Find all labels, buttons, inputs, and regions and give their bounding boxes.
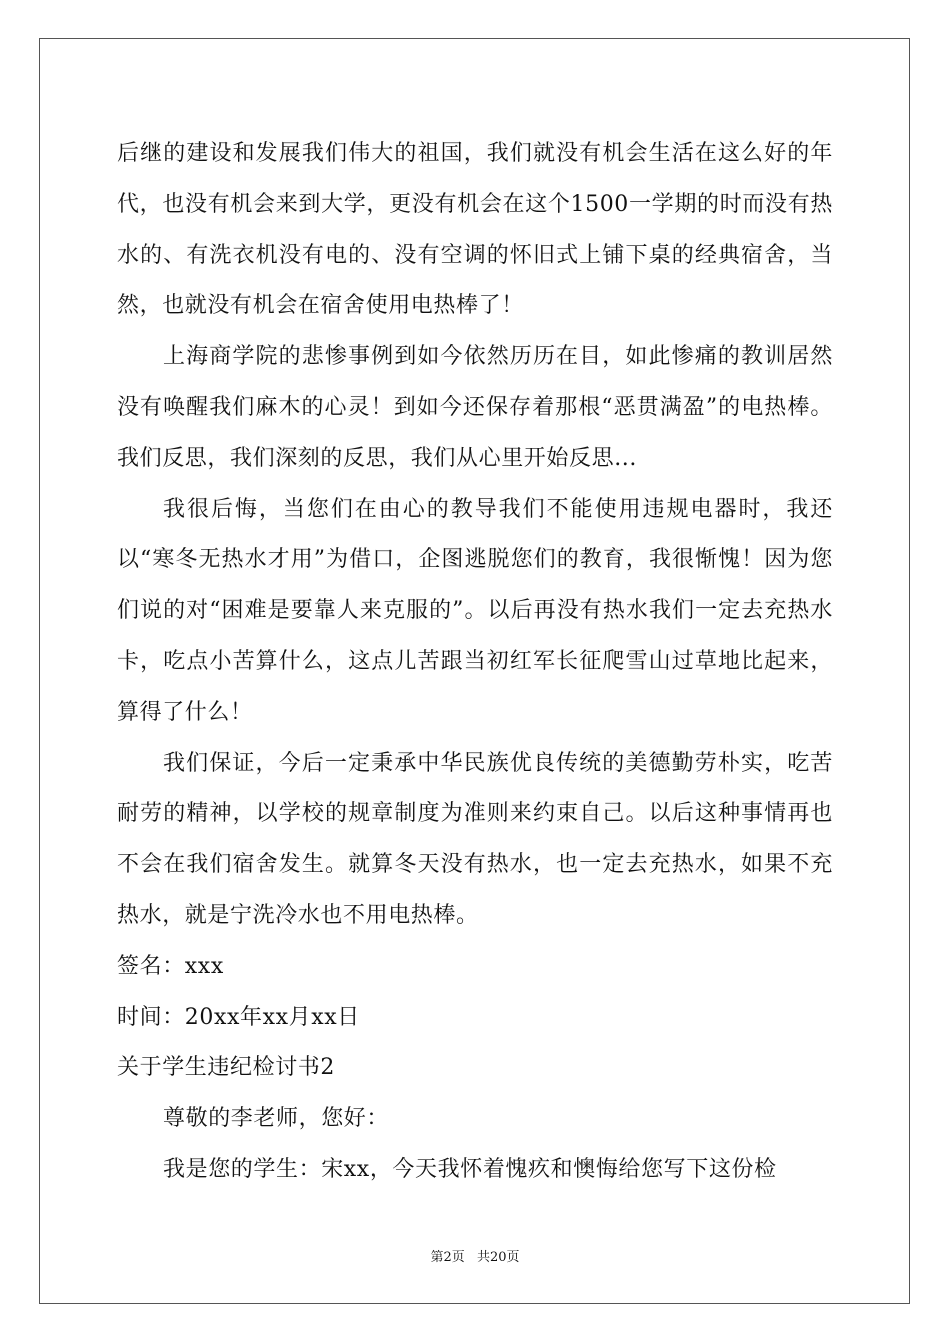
section-title: 关于学生违纪检讨书2	[117, 1055, 335, 1081]
greeting-line: 尊敬的李老师，您好：	[163, 1106, 390, 1132]
paragraph-2: 上海商学院的悲惨事例到如今依然历历在目，如此惨痛的教训居然没有唤醒我们麻木的心灵！到如今还保存着那根“恶贯满盈”的电热棒。我们反思，我们深刻的反思，我们从心里开始反思...	[117, 344, 833, 471]
paragraph-4: 我们保证，今后一定秉承中华民族优良传统的美德勤劳朴实，吃苦耐劳的精神，以学校的规章制度为准则来约束自己。以后这种事情再也不会在我们宿舍发生。就算冬天没有热水，也一定去充热水，如果不充热水，就是宁洗冷水也不用电热棒。	[117, 750, 833, 928]
page-total: 共20页	[476, 1250, 520, 1265]
date-line: 时间：20xx年xx月xx日	[117, 1004, 360, 1030]
page-number: 第2页	[430, 1250, 465, 1265]
page-footer	[0, 1246, 950, 1265]
signature-line: 签名：xxx	[117, 953, 224, 979]
paragraph-1: 后继的建设和发展我们伟大的祖国，我们就没有机会生活在这么好的年代，也没有机会来到大学，更没有机会在这个1500一学期的时而没有热水的、有洗衣机没有电的、没有空调的怀旧式上铺下桌的经典宿舍，当然，也就没有机会在宿舍使用电热棒了！	[117, 141, 833, 319]
paragraph-3: 我很后悔，当您们在由心的教导我们不能使用违规电器时，我还以“寒冬无热水才用”为借口，企图逃脱您们的教育，我很惭愧！因为您们说的对“困难是要靠人来克服的”。以后再没有热水我们一定去充热水卡，吃点小苦算什么，这点儿苦跟当初红军长征爬雪山过草地比起来，算得了什么！	[117, 496, 833, 725]
document-body	[117, 129, 833, 1196]
letter-first-line: 我是您的学生：宋xx，今天我怀着愧疚和懊悔给您写下这份检	[163, 1156, 777, 1182]
